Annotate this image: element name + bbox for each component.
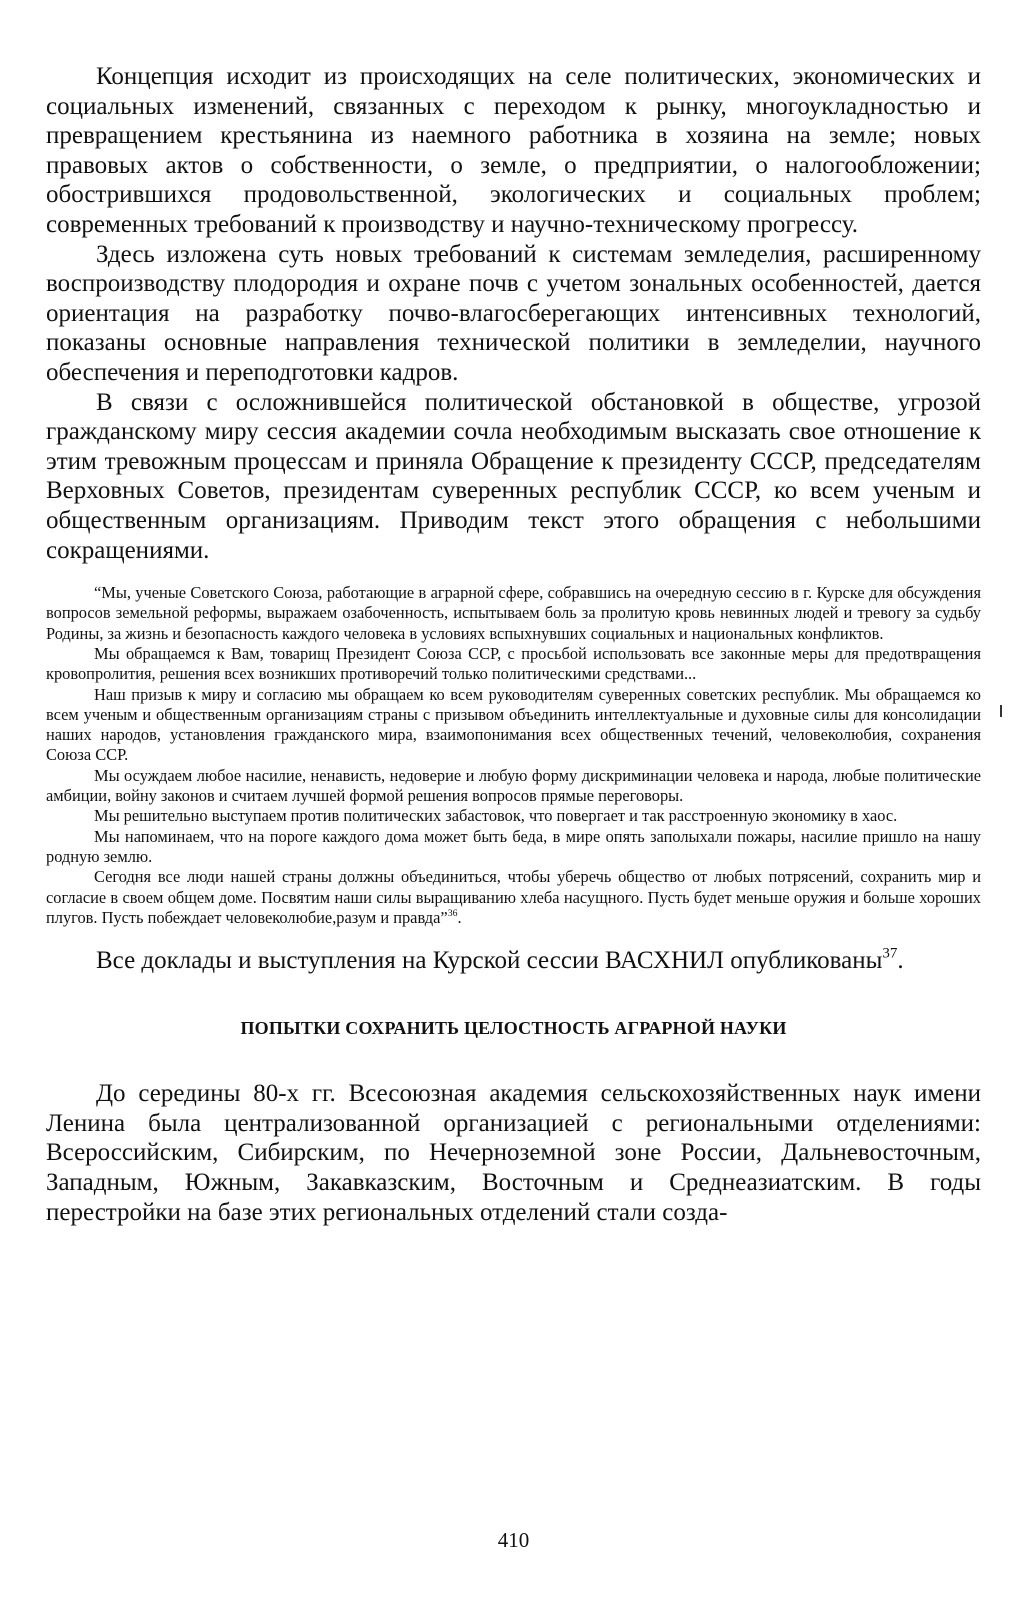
appeal-quote bbox=[46, 583, 981, 928]
paragraph-section-start: До середины 80-х гг. Всесоюзная академия сельскохозяйственных наук имени Ленина была централизованной организацией с региональными отделениями: Всероссийским, Сибирским, по Нечерноземной зоне России, Дальневосточным, Западным, Южным, Закавказским, Восточным и Среднеазиатским. В годы перестройки на базе этих региональных отделений стали созда- bbox=[46, 1080, 981, 1226]
publication-note-end: . bbox=[897, 947, 904, 975]
quote-end: . bbox=[457, 907, 462, 927]
page-body bbox=[46, 62, 981, 1227]
paragraph-requirements: Здесь изложена суть новых требований к системам земледелия, расширенному воспроизводству плодородия и охране почв с учетом зональных особенностей, дается ориентация на разработку почво-влагосберегающих интенсивных технологий, показаны основные направления технической политики в земледелии, научного обеспечения и переподготовки кадров. bbox=[46, 240, 981, 386]
quote-paragraph: Мы решительно выступаем против политических забастовок, что повергает и так расстроенную экономику в хаос. bbox=[94, 806, 898, 826]
quote-paragraph-last bbox=[46, 867, 981, 928]
quote-last-text: Сегодня все люди нашей страны должны объединиться, чтобы уберечь общество от любых потрясений, сохранить мир и согласие в своем общем доме. Посвятим наши силы выращиванию хлеба насущного. Пусть будет меньше оружия и больше хороших плугов. Пусть побеждает человеколюбие,разум и правда” bbox=[46, 867, 981, 927]
quote-paragraph: Наш призыв к миру и согласию мы обращаем ко всем руководителям суверенных советских республик. Мы обращаемся ко всем ученым и общественным организациям страны с призывом объединить интеллектуальные и духовные силы для консолидации наших народов, установления гражданского мира, взаимопонимания всех общественных течений, человеколюбия, сохранения Союза ССР. bbox=[46, 684, 981, 765]
section-heading: ПОПЫТКИ СОХРАНИТЬ ЦЕЛОСТНОСТЬ АГРАРНОЙ НАУКИ bbox=[240, 1018, 787, 1039]
margin-mark bbox=[1000, 705, 1002, 717]
quote-paragraph: “Мы, ученые Советского Союза, работающие в аграрной сфере, собравшись на очередную сессию в г. Курске для обсуждения вопросов земельной реформы, выражаем озабоченность, испытываем боль за пролитую кровь невинных людей и тревогу за судьбу Родины, за жизнь и безопасность каждого человека в условиях вспыхнувших социальных и национальных конфликтов. bbox=[46, 583, 981, 643]
quote-paragraph: Мы напоминаем, что на пороге каждого дома может быть беда, в мире опять заполыхали пожары, насилие пришло на нашу родную землю. bbox=[46, 826, 981, 866]
footnote-ref-36: 36 bbox=[447, 907, 458, 919]
paragraph-appeal-intro: В связи с осложнившейся политической обстановкой в обществе, угрозой гражданскому миру сессия академии сочла необходимым высказать свое отношение к этим тревожным процессам и приняла Обращение к президенту СССР, председателям Верховных Советов, президентам суверенных республик СССР, ко всем ученым и общественным организациям. Приводим текст этого обращения с небольшими сокращениями. bbox=[46, 388, 981, 564]
page-number: 410 bbox=[497, 1528, 530, 1552]
footnote-ref-37: 37 bbox=[882, 945, 898, 962]
publication-note-text: Все доклады и выступления на Курской сессии ВАСХНИЛ опубликованы bbox=[96, 947, 883, 975]
quote-paragraph: Мы осуждаем любое насилие, ненависть, недоверие и любую форму дискриминации человека и народа, любые политические амбиции, войну законов и считаем лучшей формой решения вопросов прямые переговоры. bbox=[46, 765, 981, 806]
publication-note bbox=[46, 946, 981, 976]
paragraph-concept: Концепция исходит из происходящих на селе политических, экономических и социальных изменений, связанных с переходом к рынку, многоукладностью и превращением крестьянина из наемного работника в хозяина на земле; новых правовых актов о собственности, о земле, о предприятии, о налогообложении; обострившихся продовольственной, экологических и социальных проблем; современных требований к производству и научно-техническому прогрессу. bbox=[46, 63, 981, 238]
quote-paragraph: Мы обращаемся к Вам, товарищ Президент Союза ССР, с просьбой использовать все законные меры для предотвращения кровопролития, решения всех возникших противоречий только политическими средствами... bbox=[46, 643, 981, 684]
